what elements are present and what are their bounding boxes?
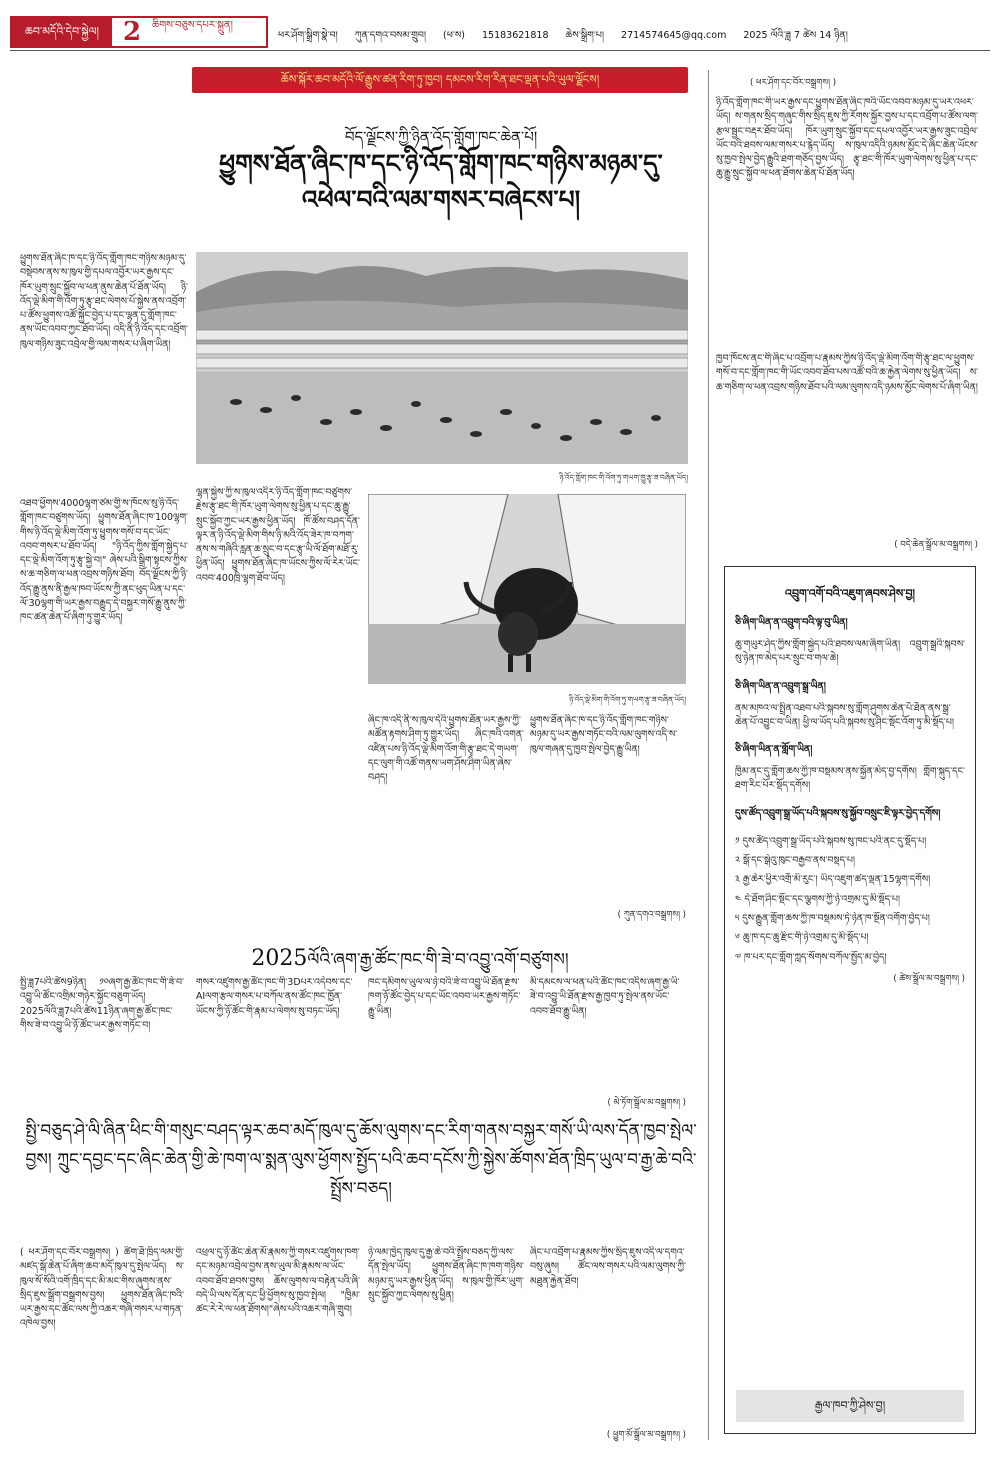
- right-column-text: ཉི་འོད་གློག་ཁང་གི་ཡར་རྒྱས་དང་ཕྱུགས་ཐོན་ཞིང་ཁའི་ཡོང་འབབ་མཉམ་དུ་ཡར་འཕར་ཡོད། ས་གནས་སྲིད་གཞུང་གིས་སྲིད་ཇུས་ཀྱི་རོགས་སྐྱོར་བྱས་པ་དང་འབྲོག་པ་ཚོས་ལག་རྩལ་སྦྱང་བརྡར་ཐོབ་ཡོད། ཁོར་ཡུག་སྲུང་སྐྱོབ་དང་དཔལ་འབྱོར་ཡར་རྒྱས་ཟུང་འབྲེལ་ཡོང་བའི་ཐབས་ལམ་གསར་པ་རྙེད་ཡོད། ས་ཁུལ་འདིའི་ཉམས་མྱོང་དེ་ཞིང་ཆེན་ཡོངས་སུ་ཁྱབ་སྤེལ་བྱེད་རྒྱུའི་ཐག་གཅོད་བྱས་ཡོད། རྩྭ་ཐང་གི་ཁོར་ཡུག་ལེགས་སུ་ཕྱིན་པ་དང་ཆུ་རྒྱུ་སྲུང་སྐྱོབ་ལ་ཕན་ཐོགས་ཆེན་པོ་ཐོན་ཡོད།: [716, 97, 978, 180]
- sidebox-item-body: ནམ་མཁའ་ལ་སྤྲིན་འཐབ་པའི་སྐབས་སུ་གློག་ཤུགས་ཆེན་པོ་ཐོན་ནས་སྒྲ་ཆེན་པོ་འབྱུང་བ་ཡིན། ཕྱི་ལ་ཡོད་པའི་སྐབས་སུ་ཤིང་སྡོང་འོག་ཏུ་མི་སྡོད་པ།: [735, 702, 954, 728]
- sidebox-item-head: ཅི་ཞིག་ཡིན་ན་འབྲུག་བའི་ལྟ་བུ་ཡིན།: [735, 617, 848, 628]
- issue-date: 2025 ལོའི་ཟླ 7 ཚེས 14 ཉིན།: [743, 30, 848, 41]
- solar-yak-herd-image: [196, 252, 688, 464]
- slogan-banner: ཆོས་སྐོར་ཆབ་མདོའི་ལོ་རྒྱུས་ཚན་རིག་ཏུ་ཁྱབ། དམངས་རིག་རིན་ཐང་ལྡན་པའི་ཡུལ་ལྗོངས།: [192, 67, 688, 93]
- sidebox-item: [735, 738, 965, 794]
- sidebox-tip: ༢ སྒོ་དང་སྒེའུ་ཁུང་བརྒྱབ་ནས་བསྡད་པ།: [735, 855, 855, 867]
- article2-col1: སྤྱི་ཟླ7པའི་ཚེས9ཉིན། ༡༠ཞག་རྒྱ་ཚོང་ཁང་གི་ཟེ་བ་འབྱུ་ཡི་ཚོང་འགྲིམ་གཉེར་སྐྱོང་བཅུག་ཡོད། 2025ལོའི་ཟླ7པའི་ཚེས11ཉིན་ཞག་རྒྱ་ཚོང་ཁང་གིས་ཟེ་བ་འབྱུ་ཡི་ཉོ་ཚོང་ཡར་རྒྱས་གཏོང་བ།: [20, 977, 184, 1031]
- article1-headline: ཕྱུགས་ཐོན་ཞིང་ཁ་དང་ཉི་འོད་གློག་ཁང་གཉིས་མཉམ་དུ་འཕེལ་བའི་ལམ་གསར་བཞེངས་པ།: [219, 149, 663, 214]
- yak-photo: [368, 494, 686, 684]
- right-column-text-2: ཁྱབ་ཁོངས་ནང་གི་ཞིང་པ་འབྲོག་པ་རྣམས་ཀྱིས་ཉི་འོད་ལྡེ་མིག་འོག་གི་རྩྭ་ཐང་ལ་ཕྱུགས་གསོ་བ་དང་གློག་ཁང་གི་ཡོང་འབབ་ཐོབ་པས་འཚོ་བའི་ཆ་རྐྱེན་ལེགས་སུ་ཕྱིན་ཡོད། ས་ཆ་གཅིག་ལ་ཕན་འབྲས་གཉིས་ཐོབ་པའི་ལམ་ལུགས་འདི་ཉམས་མྱོང་ལེགས་པོ་ཞིག་ཡིན།: [716, 353, 978, 393]
- sidebox-tip: ༧ ཁ་པར་དང་གློག་ཀླད་སོགས་བཀོལ་སྤྱོད་མ་བྱེད།: [735, 951, 887, 963]
- knowledge-sidebox: [724, 566, 976, 1434]
- photo1-caption: ཉི་འོད་གློག་ཁང་གི་འོག་ཏུ་གཡག་ཁྱུ་རྩྭ་ཟ་བཞིན་ཡོད།: [559, 473, 688, 482]
- masthead-nameplate: [10, 16, 268, 48]
- article2-col2: གསར་འཛུགས་རྒྱ་ཚོང་ཁང་གི་3Dཔར་འདེབས་དང་AIལག་རྩལ་གསར་པ་བཀོལ་ནས་ཚོང་ཁང་ཁྱོན་ཡོངས་ཀྱི་ཉོ་ཚོང་གི་རྣམ་པ་ལེགས་སུ་བཏང་ཡོད།: [196, 977, 353, 1017]
- sidebox-tip: ༡ དུས་ཚོད་འབྲུག་སྒྲ་ཡོད་པའི་སྐབས་སུ་ཁང་པའི་ནང་དུ་སྡོད་པ།: [735, 835, 927, 847]
- sidebox-item: [735, 611, 965, 667]
- masthead-rule: [10, 50, 990, 51]
- article3-byline: ( ཕྱུག་མོ་སྒྲོལ་མ་བསྒྲགས། ): [606, 1430, 686, 1440]
- sidebox-item-body: ཆུ་གཡུར་ཤེད་ཀྱིས་གློག་སྐྱེད་པའི་ཐབས་ལམ་ཞིག་ཡིན། འབྲུག་སྒྲའི་སྐབས་སུ་ཉེན་ཁ་མེད་པར་སྲུང་བ་གལ་ཆེ།: [735, 639, 965, 665]
- article2-byline: ( མེ་ཏོག་སྒྲོལ་མ་བསྒྲགས། ): [607, 1098, 686, 1108]
- article1-col4: ཕྱུགས་ཐོན་ཞིང་ཁ་དང་ཉི་འོད་གློག་ཁང་གཉིས་མཉམ་དུ་ཡར་རྒྱས་གཏོང་བའི་ལམ་ལུགས་འདི་ས་ཁུལ་གཞན་དུ་ཁྱབ་སྤེལ་བྱེད་རྒྱུ་ཡིན།: [530, 715, 678, 755]
- article3-col1: ( ཕར་ཤོག་དང་བོར་བསྒྲགས། ) ཚིག་ཐོ་ཁྲིད་ལམ་གྱི་མཛད་སྒོ་ཆེན་པོ་ཞིག་ཆབ་མདོ་ཁུལ་དུ་སྤེལ་ཡོད། ས་ཁུལ་སོ་སོའི་འགོ་ཁྲིད་དང་མི་མང་གིས་ཞུགས་ནས་སྲིད་ཇུས་སྒྲོག་བསྒྲགས་བྱས། ཕྱུགས་ཐོན་ཞིང་ཁའི་ཡར་རྒྱས་དང་ཚོང་ལས་ཀྱི་འཆར་གཞི་གསར་པ་གཏན་འཁེལ་བྱས།: [20, 1247, 184, 1330]
- yak-under-panels-image: [368, 494, 686, 684]
- paper-name: ཆབ་མདོའི་དེབ་སྐྱེལ།: [12, 18, 112, 46]
- sidebox-item-head: ཅི་ཞིག་ཡིན་ན་གློག་ཡིན།: [735, 744, 813, 756]
- section-title: ཆིགས་བཅུས་དཔར་སྐྲུན།: [152, 20, 233, 31]
- sidebox-subhead: དུས་ཚོད་འབྲུག་སྒྲ་ཡོད་པའི་སྐབས་སུ་སྐྱོབ་བསྲུང་ཇི་ལྟར་བྱེད་དགོས།: [735, 807, 941, 819]
- editor-label: ཕར་ཤོག་སྒྲིག་སྣེ་བ།: [278, 30, 338, 41]
- article1-col1-bottom: འཐབ་ཕྱོགས་4000ལྷག་ཙམ་གྱི་ས་ཁོངས་སུ་ཉི་འོད་གློག་ཁང་བཙུགས་ཡོད། ཕྱུགས་ཐོན་ཞིང་ཁ་100ལྷག་གིས་ཉི་འོད་ལྡེ་མིག་འོག་ཏུ་ཕྱུགས་གསོ་བ་དང་ཡོང་འབབ་གསར་པ་ཐོབ་ཡོད། "ཉི་འོད་ཀྱིས་གློག་སྐྱེད་པ་དང་ལྡེ་མིག་འོག་ཏུ་རྩྭ་སྐྱེ་བ།" ཞེས་པའི་སྒྲིག་སྟངས་ཀྱིས་ས་ཆ་གཅིག་ལ་ཕན་འབྲས་གཉིས་ཐོབ། བོད་ལྗོངས་ཀྱི་ཉི་འོད་རྒྱུ་ནུས་ནི་རྒྱལ་ཁབ་ཡོངས་ཀྱི་ནང་ཕུད་ཡིན་པ་དང་ལོ་30ལྷག་གི་ཡར་རྒྱས་བརྒྱུད་དེ་བསྐྱར་གསོ་རྒྱུ་ནུས་ཀྱི་ཁང་ཚན་ཆེན་པོ་ཞིག་ཏུ་གྱུར་ཡོད།: [20, 498, 188, 624]
- article2-headline-text: ལོའི་ཞག་རྒྱ་ཚོང་ཁང་གི་ཟེ་བ་འབྱུ་འགོ་བཙུགས།: [307, 950, 569, 970]
- email-address: 2714574645@qq.com: [621, 30, 727, 41]
- phone-number: 15183621818: [482, 30, 549, 41]
- article2-headline-year: 2025: [251, 946, 308, 971]
- editor-name: ཀུན་དགའ་བསམ་གྲུབ།: [354, 30, 427, 41]
- masthead-info: [278, 24, 990, 51]
- article2-col3: ཁང་དམིགས་ཡུལ་ལ་ཉེ་བའི་ཟེ་བ་འབྱུ་ཡི་ཐོན་རྫས་ཁག་ཉོ་ཚོང་བྱེད་པ་དང་ཡོང་འབབ་ཡར་རྒྱས་གཏོང་རྒྱུ་ཡིན།: [368, 977, 521, 1017]
- sidebox-tip: ༥ དུས་རྒྱུན་གློག་ཆས་ཀྱི་ཁ་བསྡམས་ཏེ་ཉེན་ཁ་སྔོན་འགོག་བྱེད་པ།: [735, 912, 930, 924]
- sidebox-item-body: ཁྱིམ་ནང་དུ་གློག་ཆས་ཀྱི་ཁ་བསྡམས་ནས་སྐྱོན་མེད་བྱ་དགོས། གློག་སྐུད་དང་ཐག་རིང་པོར་སྡོད་དགོས།: [735, 766, 965, 792]
- sidebox-byline: ( ཚེས་སྒྲོལ་མ་བསྒྲགས། ): [893, 973, 965, 984]
- right-column-opener: ( ཕར་ཤོག་དང་བོར་བསྒྲགས། ): [750, 78, 837, 88]
- issue-badge: 2: [122, 17, 142, 47]
- article1-col2: ལྷན་སྐྱེས་ཀྱི་ས་ཁུལ་འདིར་ཉི་འོད་གློག་ཁང་བཙུགས་རྗེས་རྩྭ་ཐང་གི་ཁོར་ཡུག་ལེགས་སུ་ཕྱིན་པ་དང་ཆུ་རྒྱུ་སྲུང་སྐྱོབ་ཀྱང་ཡར་རྒྱས་ཕྱིན་ཡོད། ཁོ་ཚོས་བཤད་དོན་ལྟར་ན་ཉི་འོད་ལྡེ་མིག་གིས་ཉི་མའི་འོད་ཟེར་ཁ་བཀག་ནས་ས་གཞིའི་རླན་ཆ་སྲུང་བ་དང་རྩྭ་ཡི་ལོ་ཐོག་མཐོ་རུ་ཕྱིན་ཡོད། ཕྱུགས་ཐོན་ཞིང་ཁ་ཡོངས་ཀྱིས་ལོ་རེར་ཡོང་འབབ་400ཁྲི་ལྷག་ཐོབ་ཡོད།: [196, 487, 360, 584]
- article3-col3: ཉེ་ལམ་ཁྱེད་ཁུལ་དུ་རྒྱ་ཆེ་བའི་སྤྲོས་བཅད་ཀྱི་ལས་དོན་སྤེལ་ཡོད། ཕྱུགས་ཐོན་ཞིང་ཁ་ཁག་གཉིས་མཉམ་དུ་ཡར་རྒྱས་ཕྱིན་ཡོད། ས་ཁུལ་གྱི་ཁོར་ཡུག་སྲུང་སྐྱོབ་ཀྱང་ལེགས་སུ་ཕྱིན།: [368, 1247, 524, 1301]
- editor-note: (ཕ་ས): [443, 30, 465, 41]
- solar-farm-photo: [196, 252, 688, 464]
- sidebox-tip: ༤ དེ་ཐོག་ཤིང་སྡོང་དང་ལྕགས་ཀྱི་ཉེ་འགྲམ་དུ་མི་སྡོད་པ།: [735, 893, 900, 905]
- article1-kicker: བོད་ལྗོངས་ཀྱི་ཉིན་འོད་གློག་ཁང་ཆེན་པོ།: [344, 128, 538, 146]
- sidebox-items: [735, 611, 965, 993]
- column-divider: [708, 70, 709, 1440]
- sidebox-footer: རྒྱལ་ཁབ་ཀྱི་ཤེས་བྱ།: [736, 1390, 964, 1422]
- article1-byline: ( ཀུན་དགའ་བསྒྲགས། ): [617, 910, 686, 920]
- article3-col2: འཕྲལ་དུ་ཉོ་ཚོང་ཆེན་མོ་རྣམས་ཀྱི་གསར་འཛུགས་ཁག་དང་མཉམ་འབྲེལ་བྱས་ནས་ཡུལ་མི་རྣམས་ལ་ཡོང་འབབ་ཐོབ་ཐབས་བྱས། ཆོས་ལུགས་ལ་བརྟེན་པའི་ཞི་བདེ་ཡི་ལས་དོན་དང་ཕྱི་ཕྱོགས་སུ་ཁྱབ་སྤེལ། "ཁྱིམ་ཚང་རེ་རེ་ལ་ཕན་ཐོགས།"ཞེས་པའི་འཆར་གཞི་གྲུབ།: [196, 1247, 360, 1316]
- article1-col3: ཞིང་ཁ་འདི་ནི་ས་ཁུལ་དེའི་ཕྱུགས་ཐོན་ཡར་རྒྱས་ཀྱི་མཚོན་རྟགས་ཤིག་ཏུ་གྱུར་ཡོད། ཞིང་ཁའི་འགན་འཛིན་པས་ཉི་འོད་ལྡེ་མིག་འོག་གི་རྩྭ་ཐང་དེ་གཡག་དང་ལུག་གི་འཚོ་གནས་ཡག་ཤོས་ཤིག་ཡིན་ཞེས་བཤད།: [368, 715, 524, 784]
- article3-headline: སྤྱི་བཅུད་ཤེ་ལི་ཞིན་ཕིང་གི་གསུང་བཤད་ལྟར་ཆབ་མདོ་ཁུལ་དུ་ཆོས་ལུགས་དང་རིག་གནས་བསྐྱར་གསོ་ཡི་ལས་དོན་ཁྱབ་སྤེལ་བྱས། ཀྲུང་དབྱང་དང་ཞིང་ཆེན་གྱི་ཆེ་ཁག་ལ་སྨན་ལུས་ཕྱོགས་སྤྱོད་པའི་ཆབ་དངོས་ཀྱི་སྐྱེས་ཚོགས་ཐོན་ཁྲིད་ཡུལ་བ་རྒྱ་ཆེ་བའི་སྤྲོས་བཅད།: [25, 1121, 697, 1199]
- sidebox-title: འབྲུག་འགོ་བའི་འཇུག་ཞབས་ཤེས་བྱ།: [785, 587, 915, 600]
- sidebox-tip: ༣ རྒྱ་ཆེར་ཕྱིར་འགྲོ་མི་རུང་། ཡིད་འཇུག་ཚད་ལྡན་15ལྷག་དགོས།: [735, 874, 931, 886]
- article2-col4: མི་དམངས་ལ་ཕན་པའི་ཚོང་ཁང་འདིས་ཞག་རྒྱ་ཡི་ཟེ་བ་འབྱུ་ཡི་ཐོན་རྫས་རྒྱ་ཁྱབ་ཏུ་སྤེལ་ནས་ཡོང་འབབ་ཐོབ་རྒྱུ་ཡིན།: [530, 977, 680, 1017]
- right-column-byline: ( བདེ་ཆེན་སྒྲོལ་མ་བསྒྲགས། ): [894, 540, 978, 550]
- article3-col4: ཞིང་པ་འབྲོག་པ་རྣམས་ཀྱིས་སྲིད་ཇུས་འདི་ལ་དགའ་བསུ་ཞུས། ཚོང་ལས་གསར་པའི་ལམ་ལུགས་ཀྱི་མཐུན་རྐྱེན་ཐོབ།: [530, 1247, 686, 1287]
- masthead: [10, 16, 990, 48]
- sidebox-item: [735, 675, 965, 731]
- layout-label: ཆེས་སྒྲིག་པ།: [565, 30, 604, 41]
- photo2-caption: ཉི་འོད་ལྡེ་མིག་གི་འོག་ཏུ་གཡག་རྩྭ་ཟ་བཞིན་ཡོད།: [569, 695, 686, 704]
- sidebox-tip: ༦ ཆུ་ཁ་དང་ཆུ་རྫིང་གི་ཉེ་འགྲམ་དུ་མི་སྡོད་པ།: [735, 932, 869, 944]
- article1-col1-top: ཕྱུགས་ཐོན་ཞིང་ཁ་དང་ཉི་འོད་གློག་ཁང་གཉིས་མཉམ་དུ་བསྡེབས་ནས་ས་ཁུལ་གྱི་དཔལ་འབྱོར་ཡར་རྒྱས་དང་ཁོར་ཡུག་སྲུང་སྐྱོབ་ལ་ཕན་ནུས་ཆེན་པོ་ཐོན་ཡོད། ཉི་འོད་ལྡེ་མིག་གི་འོག་ཏུ་རྩྭ་ཐང་ལེགས་པོ་སྐྱེས་ནས་འབྲོག་པ་ཚོས་ཕྱུགས་འཚོ་སྐྱོང་བྱེད་པ་དང་ལྷན་དུ་གློག་ཁང་ནས་ཡོང་འབབ་ཀྱང་ཐོབ་ཡོད། འདི་ནི་ཉི་འོད་དང་འབྲོག་ཁུལ་གཉིས་ཟུང་འབྲེལ་གྱི་ལམ་གསར་པ་ཞིག་ཡིན།: [20, 253, 188, 350]
- sidebox-item-head: ཅི་ཞིག་ཡིན་ན་འབྲུག་སྒྲ་ཡིན།: [735, 680, 826, 692]
